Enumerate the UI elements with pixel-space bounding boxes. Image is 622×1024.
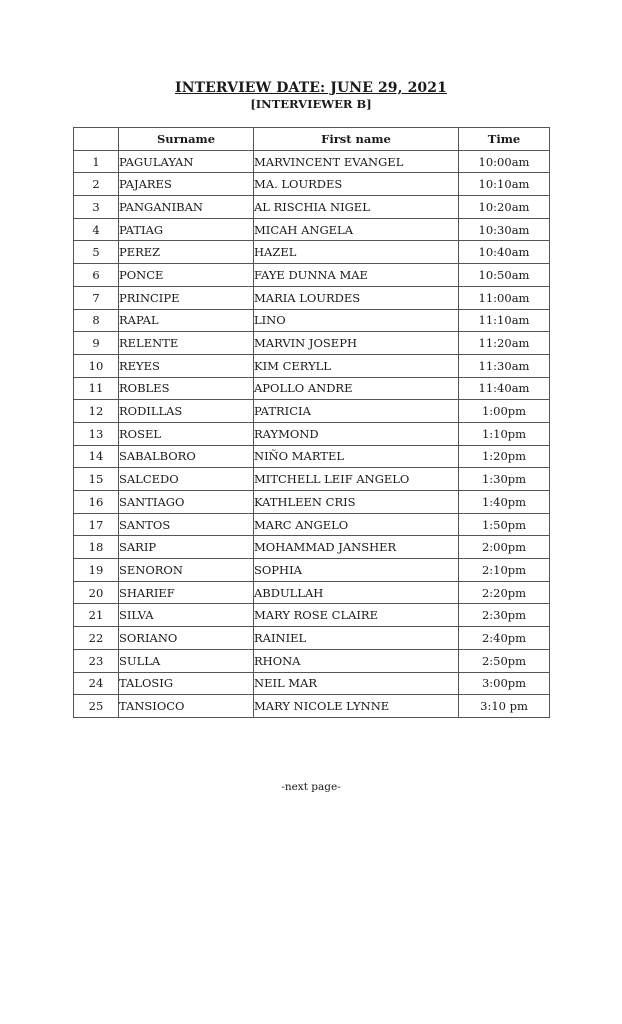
time-cell: 1:40pm [459,491,550,514]
surname-cell: PAGULAYAN [119,150,254,173]
time-cell: 2:40pm [459,627,550,650]
table-row [74,581,550,604]
surname-cell: ROBLES [119,377,254,400]
surname-cell: SORIANO [119,627,254,650]
first-name-cell: MARY ROSE CLAIRE [254,604,459,627]
surname-cell: SULLA [119,649,254,672]
time-cell: 10:30am [459,218,550,241]
column-header-first-name: First name [254,128,459,151]
surname-cell: PATIAG [119,218,254,241]
surname-cell: SANTIAGO [119,491,254,514]
surname-cell: SABALBORO [119,445,254,468]
row-number: 15 [74,468,119,491]
row-number: 17 [74,513,119,536]
table-row [74,422,550,445]
row-number: 7 [74,286,119,309]
first-name-cell: MARVINCENT EVANGEL [254,150,459,173]
time-cell: 11:20am [459,332,550,355]
first-name-cell: FAYE DUNNA MAE [254,264,459,287]
surname-cell: RELENTE [119,332,254,355]
first-name-cell: MICAH ANGELA [254,218,459,241]
first-name-cell: HAZEL [254,241,459,264]
table-row [74,445,550,468]
surname-cell: SARIP [119,536,254,559]
time-cell: 2:10pm [459,559,550,582]
time-cell: 2:50pm [459,649,550,672]
table-row [74,400,550,423]
table-row [74,377,550,400]
time-cell: 1:50pm [459,513,550,536]
page-subtitle: [INTERVIEWER B] [250,97,372,111]
row-number: 24 [74,672,119,695]
surname-cell: ROSEL [119,422,254,445]
first-name-cell: LINO [254,309,459,332]
row-number: 4 [74,218,119,241]
surname-cell: SILVA [119,604,254,627]
time-cell: 1:30pm [459,468,550,491]
table-row [74,218,550,241]
row-number: 21 [74,604,119,627]
surname-cell: TANSIOCO [119,695,254,718]
first-name-cell: MITCHELL LEIF ANGELO [254,468,459,491]
table-row [74,513,550,536]
first-name-cell: RAYMOND [254,422,459,445]
time-cell: 1:10pm [459,422,550,445]
surname-cell: PONCE [119,264,254,287]
row-number: 6 [74,264,119,287]
table-row [74,604,550,627]
table-body [74,150,550,717]
row-number: 3 [74,196,119,219]
first-name-cell: SOPHIA [254,559,459,582]
time-cell: 10:40am [459,241,550,264]
table-row [74,286,550,309]
first-name-cell: ABDULLAH [254,581,459,604]
surname-cell: SENORON [119,559,254,582]
table-row [74,309,550,332]
column-header-surname: Surname [119,128,254,151]
first-name-cell: MARC ANGELO [254,513,459,536]
surname-cell: SALCEDO [119,468,254,491]
first-name-cell: RHONA [254,649,459,672]
table-row [74,150,550,173]
time-cell: 10:10am [459,173,550,196]
time-cell: 11:30am [459,354,550,377]
table-row [74,468,550,491]
table-row [74,354,550,377]
surname-cell: SANTOS [119,513,254,536]
surname-cell: PRINCIPE [119,286,254,309]
row-number: 25 [74,695,119,718]
table-row [74,241,550,264]
time-cell: 2:20pm [459,581,550,604]
first-name-cell: RAINIEL [254,627,459,650]
table-row [74,695,550,718]
first-name-cell: NIÑO MARTEL [254,445,459,468]
table-row [74,264,550,287]
interview-schedule-table [73,127,550,718]
surname-cell: PEREZ [119,241,254,264]
first-name-cell: MOHAMMAD JANSHER [254,536,459,559]
row-number: 11 [74,377,119,400]
time-cell: 1:00pm [459,400,550,423]
time-cell: 11:10am [459,309,550,332]
time-cell: 3:00pm [459,672,550,695]
surname-cell: REYES [119,354,254,377]
first-name-cell: APOLLO ANDRE [254,377,459,400]
time-cell: 1:20pm [459,445,550,468]
column-header-number [74,128,119,151]
first-name-cell: AL RISCHIA NIGEL [254,196,459,219]
row-number: 20 [74,581,119,604]
row-number: 5 [74,241,119,264]
surname-cell: PANGANIBAN [119,196,254,219]
table-row [74,627,550,650]
surname-cell: SHARIEF [119,581,254,604]
table-row [74,536,550,559]
time-cell: 2:00pm [459,536,550,559]
row-number: 9 [74,332,119,355]
time-cell: 3:10 pm [459,695,550,718]
table-row [74,332,550,355]
table-row [74,672,550,695]
time-cell: 11:00am [459,286,550,309]
surname-cell: TALOSIG [119,672,254,695]
page-title: INTERVIEW DATE: JUNE 29, 2021 [175,80,447,96]
first-name-cell: MARY NICOLE LYNNE [254,695,459,718]
first-name-cell: PATRICIA [254,400,459,423]
table-row [74,559,550,582]
surname-cell: RODILLAS [119,400,254,423]
first-name-cell: KIM CERYLL [254,354,459,377]
first-name-cell: MARVIN JOSEPH [254,332,459,355]
surname-cell: RAPAL [119,309,254,332]
row-number: 10 [74,354,119,377]
time-cell: 2:30pm [459,604,550,627]
row-number: 8 [74,309,119,332]
row-number: 12 [74,400,119,423]
time-cell: 11:40am [459,377,550,400]
row-number: 23 [74,649,119,672]
first-name-cell: KATHLEEN CRIS [254,491,459,514]
surname-cell: PAJARES [119,173,254,196]
first-name-cell: MA. LOURDES [254,173,459,196]
row-number: 19 [74,559,119,582]
table-row [74,491,550,514]
table-row [74,649,550,672]
row-number: 22 [74,627,119,650]
next-page-note: -next page- [281,781,341,793]
first-name-cell: NEIL MAR [254,672,459,695]
row-number: 13 [74,422,119,445]
row-number: 2 [74,173,119,196]
time-cell: 10:20am [459,196,550,219]
time-cell: 10:00am [459,150,550,173]
table-row [74,173,550,196]
row-number: 1 [74,150,119,173]
table-row [74,196,550,219]
column-header-time: Time [459,128,550,151]
table-header-row [74,128,550,151]
first-name-cell: MARIA LOURDES [254,286,459,309]
row-number: 18 [74,536,119,559]
row-number: 14 [74,445,119,468]
time-cell: 10:50am [459,264,550,287]
row-number: 16 [74,491,119,514]
